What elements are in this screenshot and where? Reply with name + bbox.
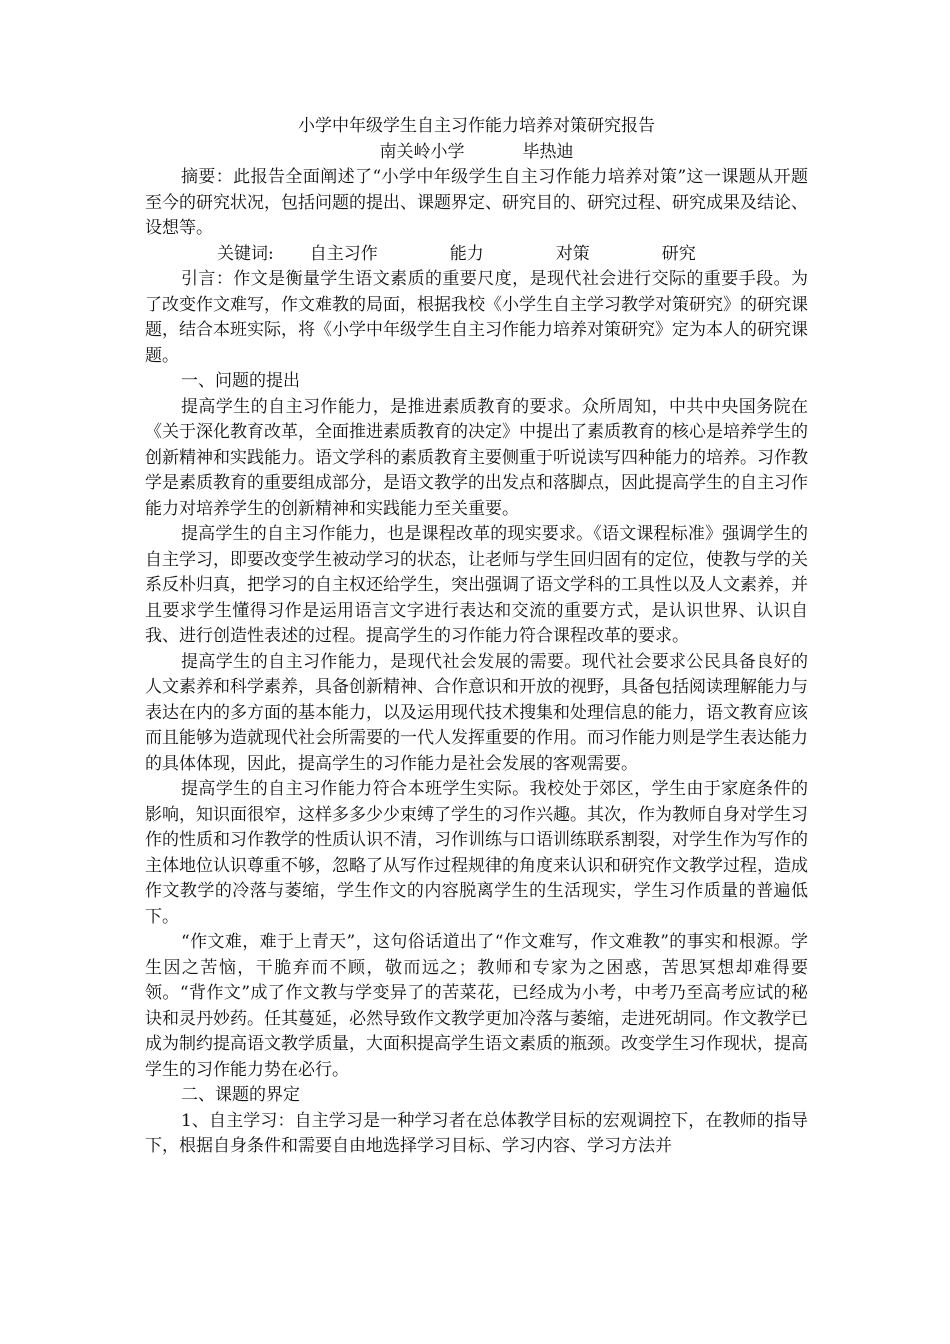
keyword-item: 自主习作 <box>309 243 378 264</box>
keyword-item: 对策 <box>555 243 590 264</box>
section-heading: 一、问题的提出 <box>181 371 300 391</box>
keywords-label: 关键词: <box>217 243 274 264</box>
keywords-line <box>145 242 808 268</box>
document-body <box>145 114 808 1160</box>
body-paragraph: 提高学生的自主习作能力，是现代社会发展的需要。现代社会要求公民具备良好的人文素养和科学素养，具备创新精神、合作意识和开放的视野，具备包括阅读理解能力与表达在内的多方面的基本能力，以及运用现代技术搜集和处理信息的能力，语文教育应该而且能够为造就现代社会所需要的一代人发挥重要的作用。而习作能力则是学生表达能力的具体体现，因此，提高学生的习作能力是社会发展的客观需要。 <box>145 651 808 774</box>
body-paragraph: 1、自主学习：自主学习是一种学习者在总体教学目标的宏观调控下，在教师的指导下，根据自身条件和需要自由地选择学习目标、学习内容、学习方法并 <box>145 1110 808 1156</box>
author-line <box>145 140 808 166</box>
body-paragraph: “作文难，难于上青天”，这句俗话道出了“作文难写，作文难教”的事实和根源。学生因之苦恼，干脆弃而不顾，敬而远之；教师和专家为之困惑，苦思冥想却难得要领。“背作文”成了作文教与学变异了的苦菜花，已经成为小考，中考乃至高考应试的秘诀和灵丹妙药。任其蔓延，必然导致作文教学更加冷落与萎缩，走进死胡同。作文教学已成为制约提高语文教学质量，大面积提高学生语文素质的瓶颈。改变学生习作现状，提高学生的习作能力势在必行。 <box>145 932 808 1080</box>
document-title: 小学中年级学生自主习作能力培养对策研究报告 <box>298 116 655 136</box>
keyword-item: 能力 <box>449 243 484 264</box>
introduction-paragraph: 引言：作文是衡量学生语文素质的重要尺度，是现代社会进行交际的重要手段。为了改变作文难写，作文难教的局面，根据我校《小学生自主学习教学对策研究》的研究课题，结合本班实际，将《小学中年级学生自主习作能力培养对策研究》定为本人的研究课题。 <box>145 269 808 366</box>
author-name: 毕热迪 <box>522 141 574 162</box>
abstract-paragraph: 摘要：此报告全面阐述了“小学中年级学生自主习作能力培养对策”这一课题从开题至今的研究状况，包括问题的提出、课题界定、研究目的、研究过程、研究成果及结论、设想等。 <box>145 167 808 238</box>
section-heading: 二、课题的界定 <box>181 1085 300 1105</box>
keyword-item: 研究 <box>661 243 696 264</box>
body-paragraph: 提高学生的自主习作能力符合本班学生实际。我校处于郊区，学生由于家庭条件的影响，知识面很窄，这样多多少少束缚了学生的习作兴趣。其次，作为教师自身对学生习作的性质和习作教学的性质认识不清，习作训练与口语训练联系割裂，对学生作为写作的主体地位认识尊重不够，忽略了从写作过程规律的角度来认识和研究作文教学过程，造成作文教学的冷落与萎缩，学生作文的内容脱离学生的生活现实，学生习作质量的普遍低下。 <box>145 779 808 927</box>
body-paragraph: 提高学生的自主习作能力，是推进素质教育的要求。众所周知，中共中央国务院在《关于深化教育改革，全面推进素质教育的决定》中提出了素质教育的核心是培养学生的创新精神和实践能力。语文学科的素质教育主要侧重于听说读写四种能力的培养。习作教学是素质教育的重要组成部分，是语文教学的出发点和落脚点，因此提高学生的自主习作能力对培养学生的创新精神和实践能力至关重要。 <box>145 396 808 519</box>
school-name: 南关岭小学 <box>379 141 465 162</box>
body-paragraph: 提高学生的自主习作能力，也是课程改革的现实要求。《语文课程标准》强调学生的自主学习，即要改变学生被动学习的状态，让老师与学生回归固有的定位，使教与学的关系反朴归真，把学习的自主权还给学生，突出强调了语文学科的工具性以及人文素养，并且要求学生懂得习作是运用语言文字进行表达和交流的重要方式，是认识世界、认识自我、进行创造性表述的过程。提高学生的习作能力符合课程改革的要求。 <box>145 524 808 646</box>
